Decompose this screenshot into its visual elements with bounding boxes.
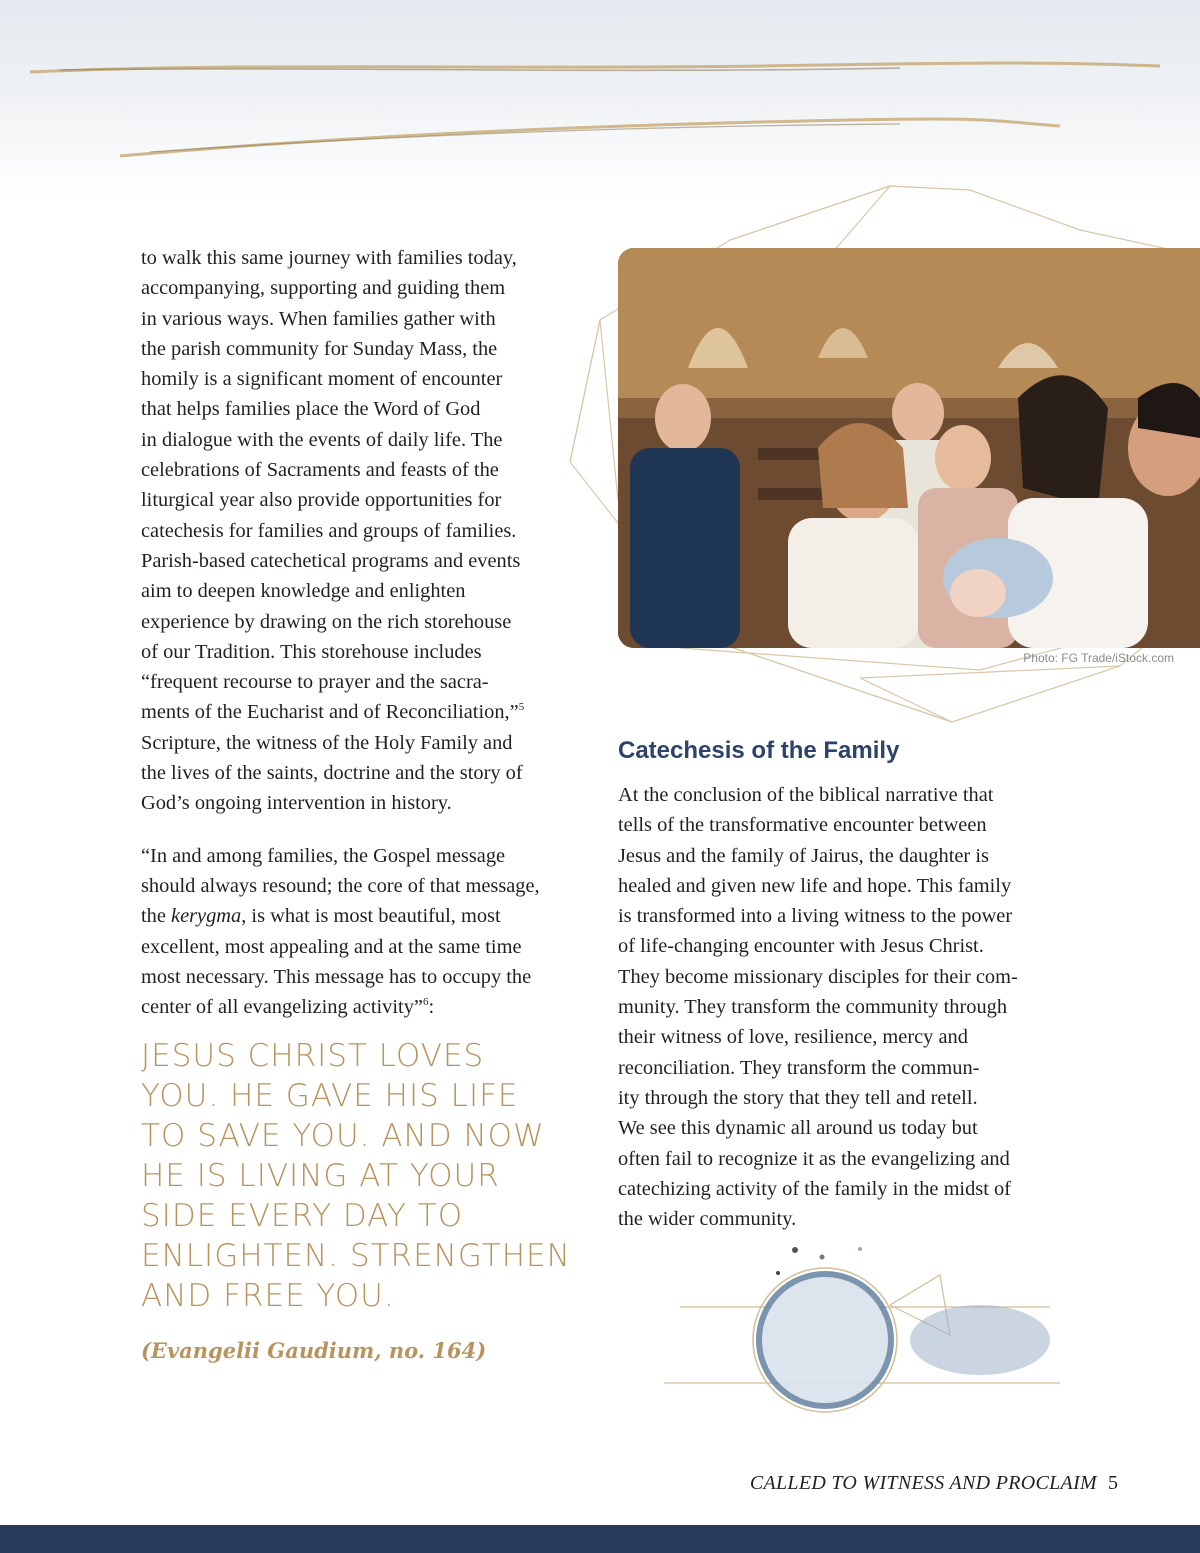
gold-brush-strokes xyxy=(0,0,1200,200)
footer-bar xyxy=(0,1525,1200,1553)
right-column xyxy=(618,780,1068,1234)
paragraph-2-text-end: : xyxy=(428,996,435,1019)
left-column xyxy=(141,243,581,1367)
watercolor-circle-ornament xyxy=(650,1245,1070,1425)
paragraph-1-text: to walk this same journey with families today, accompanying, supporting and guiding them in various ways. When families gather with the parish community for Sunday Mass, the homily is a significant moment of encounter that helps families place the Word of God in dialogue with the events of daily life. The celebrations of Sacraments and feasts of the liturgical year also provide opportunities for catechesis for families and groups of families. Parish-based catechetical programs and events aim to deepen knowledge and enlighten experience by drawing on the rich storehouse of our Tradition. This storehouse includes “frequent recourse to prayer and the sacra- ments of the Eucharist and of Reconciliation,” xyxy=(141,247,521,724)
page-number: 5 xyxy=(1108,1472,1118,1494)
section-heading: Catechesis of the Family xyxy=(618,737,900,764)
footnote-marker-5: 5 xyxy=(518,701,525,714)
baptism-photo xyxy=(618,248,1200,648)
body-paragraph-1 xyxy=(141,243,581,819)
body-paragraph-2 xyxy=(141,841,581,1023)
footnote-marker-6: 6 xyxy=(422,996,429,1009)
photo-credit: Photo: FG Trade/iStock.com xyxy=(1023,651,1174,665)
pull-quote: JESUS CHRIST LOVES YOU. HE GAVE HIS LIFE TO SAVE YOU. AND NOW HE IS LIVING AT YOUR SIDE EVERY DAY TO ENLIGHTEN. STRENGTHEN AND FREE YOU. xyxy=(141,1038,571,1315)
pull-quote-citation: (Evangelii Gaudium, no. 164) xyxy=(141,1338,487,1364)
running-title: CALLED TO WITNESS AND PROCLAIM xyxy=(749,1472,1097,1494)
paragraph-2-text-b: , is what is most beautiful, most excellent, most appealing and at the same time most necessary. This message has to occupy the center of all evangelizing activity” xyxy=(141,905,532,1019)
paragraph-2-text-a: “In and among families, the Gospel message should always resound; the core of that message, the xyxy=(141,844,540,928)
kerygma-term: kerygma xyxy=(171,905,242,928)
paragraph-1-text-end: Scripture, the witness of the Holy Family and the lives of the saints, doctrine and the story of God’s ongoing intervention in history. xyxy=(141,731,523,815)
header-watercolor-wash xyxy=(0,0,1200,200)
church-baptism-illustration xyxy=(618,248,1200,648)
body-paragraph-3: At the conclusion of the biblical narrative that tells of the transformative encounter between Jesus and the family of Jairus, the daughter is healed and given new life and hope. This family is transformed into a living witness to the power of life-changing encounter with Jesus Christ. They become missionary disciples for their com- munity. They transform the community through their witness of love, resilience, mercy and reconciliation. They transform the commun- ity through the story that they tell and retell. We see this dynamic all around us today but often fail to recognize it as the evangelizing and catechizing activity of the family in the midst of the wider community. xyxy=(618,784,1018,1231)
